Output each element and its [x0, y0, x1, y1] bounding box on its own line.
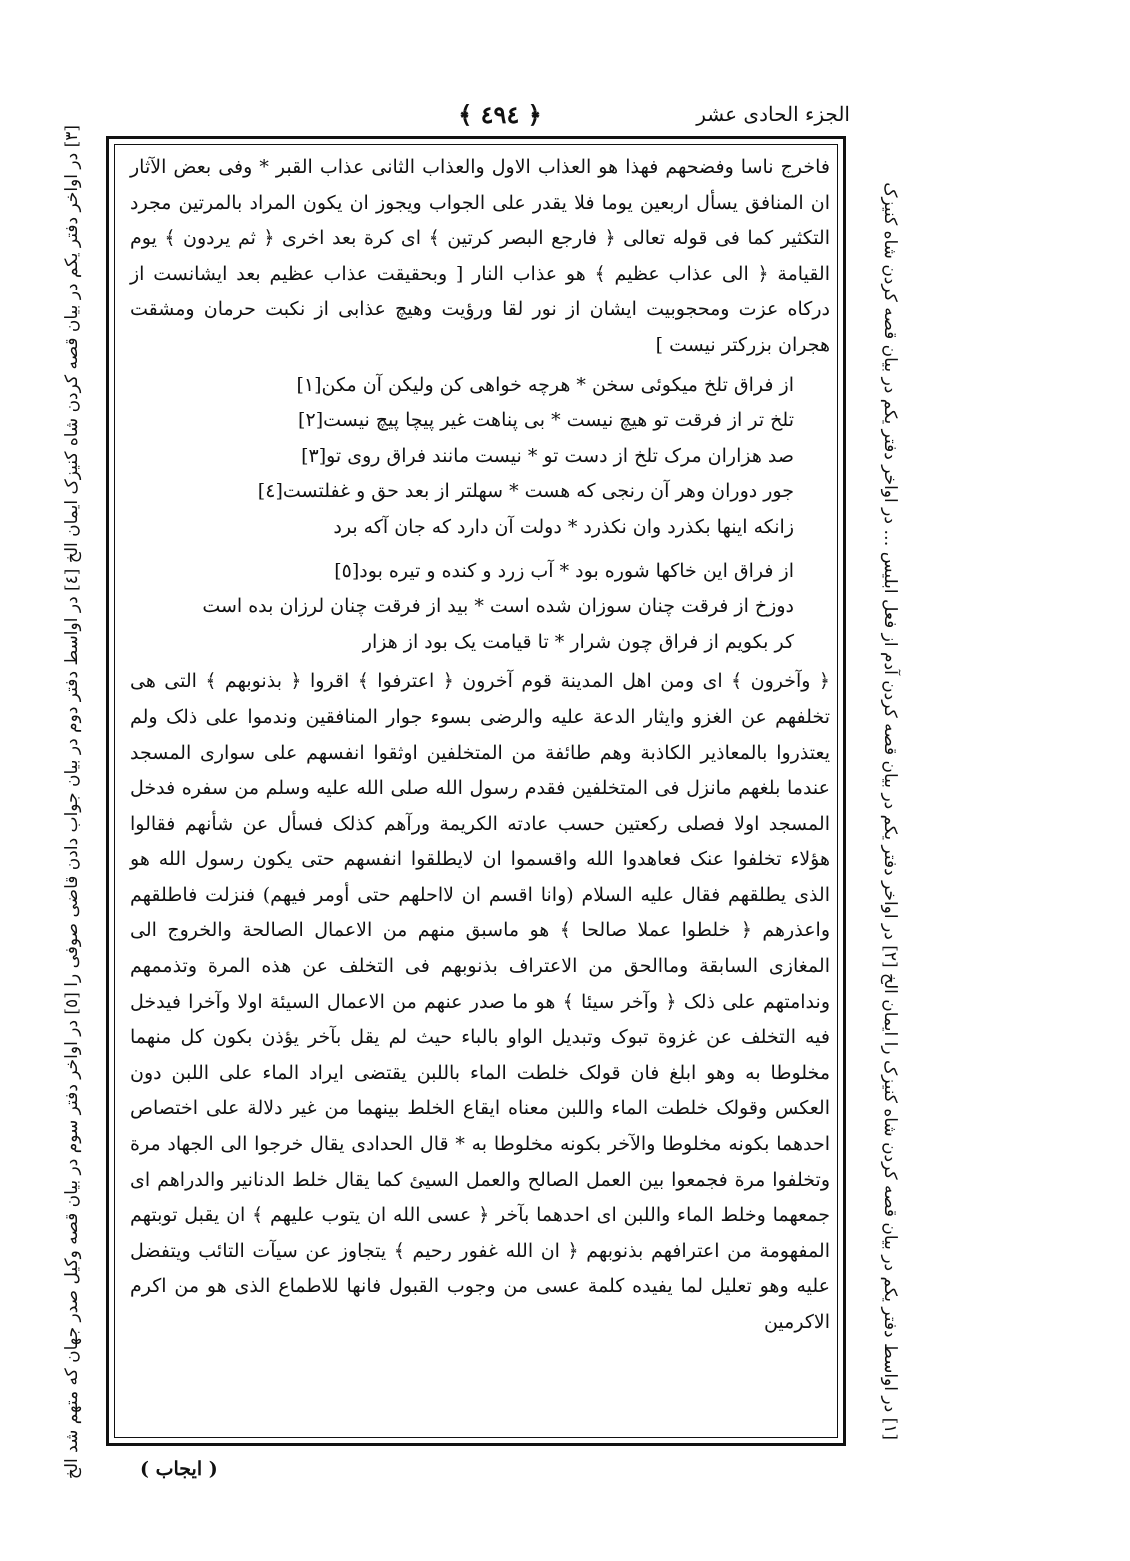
poem-verse-4: جور دوران وهر آن رنجی که هست * سهلتر از بعد حق و غفلتست[٤] — [257, 480, 794, 503]
catchword: ( ایجاب ) — [140, 1458, 218, 1480]
paragraph-2: ﴿ وآخرون ﴾ ای ومن اهل المدینة قوم آخرون ﴿ اعترفوا ﴾ اقروا ﴿ بذنوبهم ﴾ التی هی تخلفهم عن الغزو وایثار الدعة علیه والرضی بسوء جوار المنافقین وندموا علی ذلک ولم یعتذروا بالمعاذیر الکاذبة وهم طائفة من المتخلفین اوثقوا انفسهم علی سواری المسجد عندما بلغهم مانزل فی المتخلفین فقدم رسول الله صلی الله علیه وسلم من سفره فدخل المسجد اولا فصلی رکعتین حسب عادته الکریمة ورآهم کذلک فسأل عن شأنهم فقالوا هؤلاء تخلفوا عنک فعاهدوا الله واقسموا ان لایطلقوا انفسهم حتی یکون رسول الله هو الذی یطلقهم فقال علیه السلام (وانا اقسم ان لااحلهم حتی أومر فیهم) فنزلت فاطلقهم واعذرهم ﴿ خلطوا عملا صالحا ﴾ هو ماسبق منهم من الاعمال الصالحة والخروج الی المغازی السابقة وماالحق من الاعتراف بذنوبهم فی التخلف عن هذه المرة وتذممهم وندامتهم علی ذلک ﴿ وآخر سیئا ﴾ هو ما صدر عنهم من الاعمال السیئة اولا وآخرا فیدخل فیه التخلف عن غزوة تبوک وتبدیل الواو بالباء حیث لم یقل بآخر یؤذن بکون کل منهما مخلوطا به وهو ابلغ فان قولک خلطت الماء باللبن یقتضی ایراد الماء علی اللبن دون العکس وقولک خلطت الماء واللبن معناه ایقاع الخلط بینهما من غیر دلالة علی اختصاص احدهما بکونه مخلوطا والآخر بکونه مخلوطا به * قال الحدادی یقال خرجوا الی الجهاد مرة وتخلفوا مرة فجمعوا بین العمل الصالح والعمل السیئ کما یقال خلط الدنانیر والدراهم ای جمعهما وخلط الماء واللبن ای احدهما بآخر ﴿ عسی الله ان یتوب علیهم ﴾ ان یقبل توبتهم المفهومة من اعترافهم بذنوبهم ﴿ ان الله غفور رحیم ﴾ یتجاوز عن سیآت التائب ویتفضل علیه وهو تعلیل لما یفیده کلمة عسی من وجوب القبول فانها للاطماع الذی هو من اکرم الاکرمین — [130, 670, 830, 1333]
page-number: ﴿ ٤٩٤ ﴾ — [458, 100, 542, 129]
persian-poem — [130, 368, 830, 661]
poem-verse-7: دوزخ از فرقت چنان سوزان شده است * بید از فرقت چنان لرزان بده است — [202, 595, 794, 618]
poem-verse-6: از فراق این خاکها شوره بود * آب زرد و کنده و تیره بود[٥] — [334, 559, 794, 582]
poem-verse-8: کر بکویم از فراق چون شرار * تا قیامت یک بود از هزار — [362, 630, 794, 653]
right-margin-note: [۱] در اواسط دفتر یکم در بیان قصه کردن شاه کنیزک را ایمان الخ [۲] در اواخر دفتر یکم در بیان قصه کردن آدم از فعل ابلیس … در اواخر دفتر یکم در بیان قصه کردن شاه کنیزک — [880, 182, 900, 1440]
poem-verse-5: زانکه اینها بکذرد وان نکذرد * دولت آن دارد که جان آکه برد — [333, 515, 794, 538]
poem-verse-3: صد هزاران مرک تلخ از دست تو * نیست مانند فراق روی تو[۳] — [301, 444, 794, 467]
running-title: الجزء الحادی عشر — [696, 102, 850, 126]
paragraph-1: فاخرج ناسا وفضحهم فهذا هو العذاب الاول والعذاب الثانی عذاب القبر * وفی بعض الآثار ان المنافق یسأل اربعین یوما فلا یقدر علی الجواب ویجوز ان یکون المراد بالمرتین مجرد التکثیر کما فی قوله تعالی ﴿ فارجع البصر کرتین ﴾ ای کرة بعد اخری ﴿ ثم یردون ﴾ یوم القیامة ﴿ الی عذاب عظیم ﴾ هو عذاب النار [ وبحقیقت عذاب عظیم بعد ایشانست از درکاه عزت ومحجوبیت ایشان از نور لقا ورؤیت وهیچ عذابی از نکبت حرمان ومشقت هجران بزرکتر نیست ] — [130, 156, 830, 356]
page-header — [120, 100, 850, 134]
poem-verse-1: از فراق تلخ میکوئی سخن * هرچه خواهی کن ولیکن آن مکن[۱] — [296, 373, 794, 396]
left-margin-note: [۳] در اواخر دفتر یکم در بیان قصه کردن شاه کنیزک ایمان الخ [٤] در اواسط دفتر دوم در بیان جواب دادن قاضی صوفی را [٥] در اواخر دفتر سوم در بیان قصه وکیل صدر جهان که متهم شد الخ — [62, 125, 82, 1480]
main-text-block — [130, 150, 830, 1341]
poem-verse-2: تلخ تر از فرقت تو هیچ نیست * بی پناهت غیر پیچا پیچ نیست[۲] — [298, 409, 794, 432]
